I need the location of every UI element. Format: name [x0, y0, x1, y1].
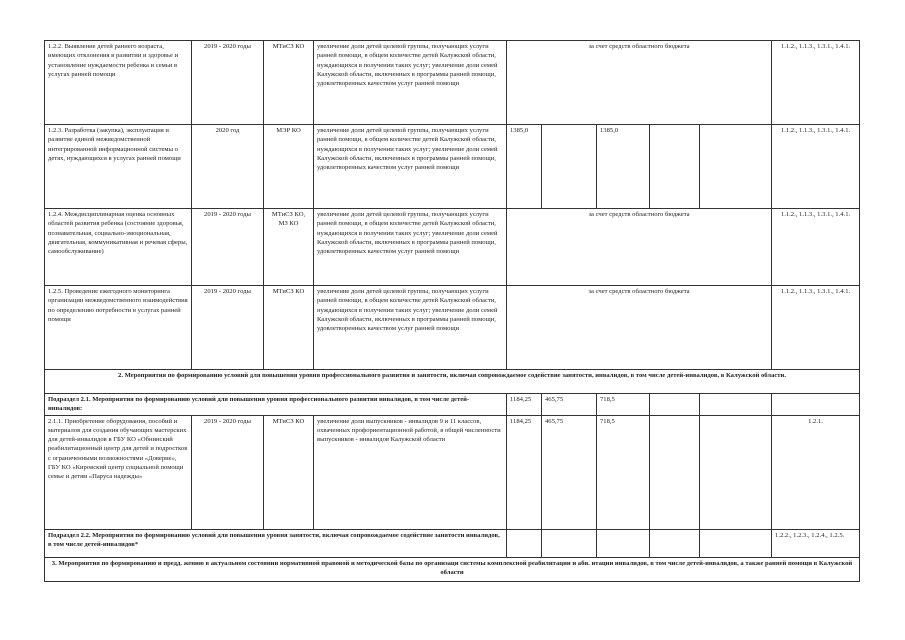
measure-result: увеличение доли детей целевой группы, получающих услуги ранней помощи, в общем количестве детей Калужской области, нуждающихся в получении таких услуг; увеличение доли семей Калужской области, включенных в программы ранней помощи, удовлетворенных качеством услуг ранней помощи [314, 125, 507, 209]
measure-name: 1.2.5. Проведение ежегодного мониторинга организации межведомственного взаимодействия по определению потребности в услугах ранней помощи [45, 286, 192, 370]
measure-period: 2019 - 2020 годы [192, 41, 264, 125]
funding-2019: 465,75 [542, 415, 597, 529]
measure-name: 1.2.4. Междисциплинарная оценка основных областей развития ребенка (состояние здоровья, познавательная, социально-эмоциональная, двигательная, коммуникативная и речевая сферы, самообслуживание) [45, 209, 192, 286]
section-2-title: 2. Мероприятия по формированию условий для повышения уровня профессионального развития и занятости, включая сопровождаемое содействие занятости, инвалидов, в том числе детей-инвалидов, в Калужской области. [45, 370, 860, 394]
measure-result: увеличение доли детей целевой группы, получающих услуги ранней помощи, в общем количестве детей Калужской области, нуждающихся в получении таких услуг; увеличение доли семей Калужской области, включенных в программы ранней помощи, удовлетворенных качеством услуг ранней помощи [314, 209, 507, 286]
funding-extra [700, 394, 772, 416]
measure-executor: МТиСЗ КО [264, 41, 314, 125]
measure-indicators: 1.1.2., 1.1.3., 1.3.1., 1.4.1. [772, 286, 860, 370]
measure-executor: МТиСЗ КО [264, 286, 314, 370]
measure-indicators: 1.2.2., 1.2.3., 1.2.4., 1.2.5. [772, 529, 860, 557]
funding-2020: 1385,0 [597, 125, 650, 209]
funding-other [650, 394, 700, 416]
measure-funding: за счет средств областного бюджета [507, 41, 772, 125]
measures-table [44, 40, 860, 582]
measure-period: 2020 год [192, 125, 264, 209]
subsection-row [45, 529, 860, 557]
measure-result: увеличение доли детей целевой группы, получающих услуги ранней помощи, в общем количестве детей Калужской области, нуждающихся в получении таких услуг; увеличение доли семей Калужской области, включенных в программы ранней помощи, удовлетворенных качеством услуг ранней помощи [314, 286, 507, 370]
measure-name: 2.1.1. Приобретение оборудования, пособий и материалов для создания обучающих мастерских для детей-инвалидов в ГБУ КО «Обнинский реабилитационный центр для детей и подростков с ограниченными возможностями «Доверие», ГБУ КО «Кировский центр социальной помощи семье и детям «Паруса надежды» [45, 415, 192, 529]
measure-name: 1.2.2. Выявление детей раннего возраста, имеющих отклонения в развитии и здоровье и установление нуждаемости ребенка и семьи в услугах ранней помощи [45, 41, 192, 125]
measure-result: увеличение доли выпускников - инвалидов 9 и 11 классов, охваченных профориентационной работой, в общей численности выпускников - инвалидов Калужской области [314, 415, 507, 529]
funding-other [650, 125, 700, 209]
measure-executor: МТиСЗ КО [264, 415, 314, 529]
funding-total: 1385,0 [507, 125, 542, 209]
measure-funding: за счет средств областного бюджета [507, 209, 772, 286]
table-row [45, 415, 860, 529]
funding-2020 [597, 529, 650, 557]
funding-total: 1184,25 [507, 394, 542, 416]
measure-period: 2019 - 2020 годы [192, 286, 264, 370]
subsection-2-2-title: Подраздел 2.2. Мероприятия по формированию условий для повышения уровня занятости, включая сопровождаемое содействие занятости инвалидов, в том числе детей-инвалидов* [45, 529, 507, 557]
funding-extra [700, 125, 772, 209]
measure-indicators: 1.1.2., 1.1.3., 1.3.1., 1.4.1. [772, 41, 860, 125]
measure-indicators: 1.1.2., 1.1.3., 1.3.1., 1.4.1. [772, 125, 860, 209]
measure-result: увеличение доли детей целевой группы, получающих услуги ранней помощи, в общем количестве детей Калужской области, нуждающихся в получении таких услуг; увеличение доли семей Калужской области, включенных в программы ранней помощи, удовлетворенных качеством услуг ранней помощи [314, 41, 507, 125]
section-3-title: 3. Мероприятия по формированию и предд. жению в актуальном состоянии нормативной правовой и методической базы по организаци системы комплексной реабилитации и аби. итации инвалидов, в том числе детей-инвалидов, а также ранней помощи в Калужской области [45, 557, 860, 581]
subsection-2-1-title: Подраздел 2.1. Мероприятия по формированию условий для повышения уровня профессионального развития инвалидов, в том числе детей-инвалидов: [45, 394, 507, 416]
table-row [45, 209, 860, 286]
funding-total: 1184,25 [507, 415, 542, 529]
measure-name: 1.2.3. Разработка (закупка), эксплуатация и развитие единой межведомственной интегрированной информационной системы о детях, нуждающихся в услугах ранней помощи [45, 125, 192, 209]
funding-2019 [542, 125, 597, 209]
measure-indicators: 1.2.1. [772, 415, 860, 529]
funding-extra [700, 415, 772, 529]
table-row [45, 125, 860, 209]
funding-2020: 718,5 [597, 415, 650, 529]
measure-executor: МТиСЗ КО, МЗ КО [264, 209, 314, 286]
funding-2019: 465,75 [542, 394, 597, 416]
table-row [45, 41, 860, 125]
measure-period: 2019 - 2020 годы [192, 415, 264, 529]
funding-extra [700, 529, 772, 557]
funding-other [650, 415, 700, 529]
measure-indicators: 1.1.2., 1.1.3., 1.3.1., 1.4.1. [772, 209, 860, 286]
funding-2020: 718,5 [597, 394, 650, 416]
section-row [45, 557, 860, 581]
funding-2019 [542, 529, 597, 557]
table-row [45, 286, 860, 370]
funding-other [650, 529, 700, 557]
section-row [45, 370, 860, 394]
measure-indicators [772, 394, 860, 416]
measure-funding: за счет средств областного бюджета [507, 286, 772, 370]
measure-period: 2019 - 2020 годы [192, 209, 264, 286]
measure-executor: МЭР КО [264, 125, 314, 209]
funding-total [507, 529, 542, 557]
subsection-row [45, 394, 860, 416]
